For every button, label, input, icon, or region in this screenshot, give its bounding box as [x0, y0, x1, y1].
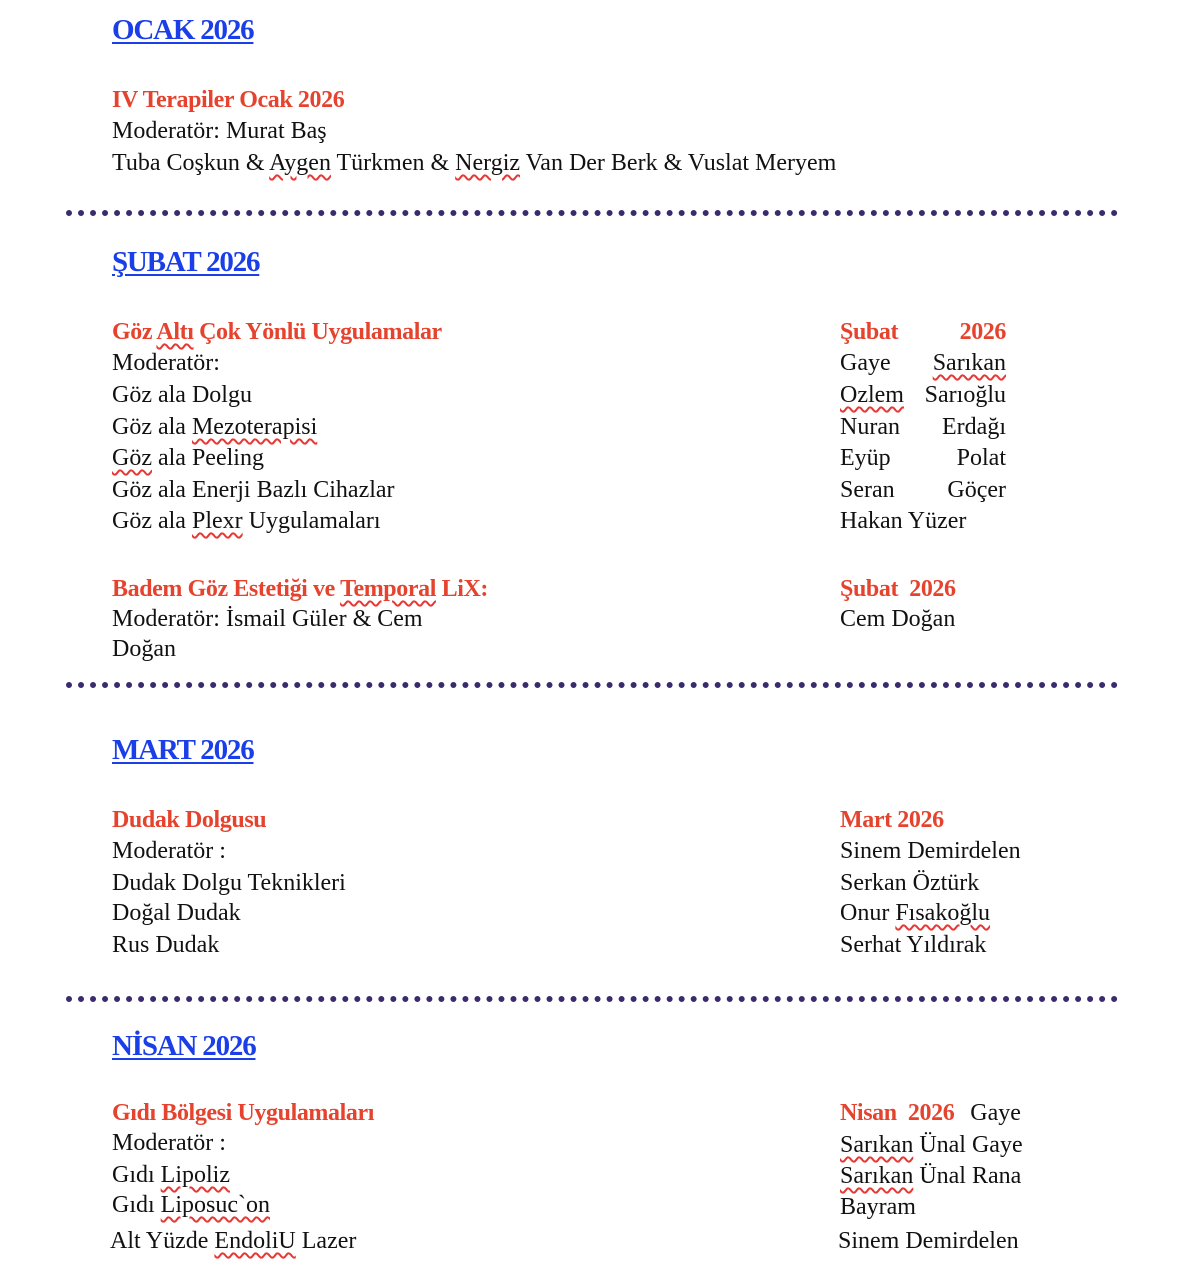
speaker-line: Cem Doğan: [840, 606, 956, 632]
speaker-line: [840, 870, 979, 897]
month-heading-subat: ŞUBAT 2026: [112, 246, 260, 278]
spellcheck-word: Ozlem: [840, 382, 904, 408]
topic-text: Göz ala Dolgu: [112, 382, 252, 408]
event-speakers: [112, 150, 836, 177]
topic-line: [112, 414, 317, 441]
speaker-text: Serkan Öztürk: [840, 870, 980, 896]
speaker-line: [838, 1228, 1019, 1255]
speaker-line: [840, 900, 990, 927]
speaker-last: Göçer: [947, 477, 1006, 503]
speaker-last: Polat: [956, 445, 1006, 471]
topic-text: Gıdı: [112, 1192, 161, 1218]
speaker-text: Gaye: [970, 1100, 1021, 1126]
topic-text: ala Peeling: [151, 445, 264, 471]
speaker-line: [840, 1132, 1023, 1159]
speaker-line: [840, 1194, 916, 1221]
topic-line: [112, 445, 264, 472]
speaker-first: Seran: [840, 477, 895, 503]
spellcheck-word: EndoliU: [214, 1228, 296, 1254]
date-month: Şubat: [840, 319, 899, 345]
speaker-text: Onur: [840, 900, 896, 926]
month-heading-mart: MART 2026: [112, 734, 254, 766]
title-text: Göz: [112, 319, 157, 345]
month-heading-ocak: OCAK 2026: [112, 14, 254, 46]
topic-line: [110, 1228, 356, 1255]
spellcheck-word: Göz: [112, 445, 152, 471]
event-moderator-cont: Doğan: [112, 636, 176, 662]
topic-line: [112, 1192, 270, 1219]
speaker-text: Türkmen &: [330, 150, 456, 176]
section-divider: [66, 210, 1118, 216]
topic-line: [112, 508, 381, 535]
spellcheck-word: Plexr: [191, 508, 243, 534]
event-moderator: Moderatör: Murat Baş: [112, 118, 327, 144]
speaker-text: Tuba Coşkun &: [112, 150, 270, 176]
speaker-first: Eyüp: [840, 445, 891, 471]
topic-text: Gıdı: [112, 1162, 161, 1188]
spellcheck-word: Altı: [156, 319, 194, 345]
topic-text: Lazer: [295, 1228, 357, 1254]
speaker-line: [840, 932, 986, 959]
spellcheck-word: Nergiz: [455, 150, 521, 176]
topic-text: Alt Yüzde: [110, 1228, 215, 1254]
spellcheck-word: Aygen: [269, 150, 331, 176]
event-moderator: Moderatör: İsmail Güler & Cem: [112, 606, 423, 632]
date-and-speaker-line: [840, 1100, 1021, 1127]
title-text: LiX:: [435, 576, 488, 602]
speaker-text: Sinem Demirdelen: [840, 838, 1021, 864]
speaker-line: [840, 445, 1006, 472]
spellcheck-word: Sarıkan: [840, 1163, 914, 1189]
speaker-line: [840, 414, 1006, 441]
topic-line: Rus Dudak: [112, 932, 220, 958]
speaker-last: Erdağı: [942, 414, 1006, 440]
speaker-text: Serhat Yıldırak: [840, 932, 987, 958]
speaker-last: Sarıoğlu: [924, 382, 1006, 408]
speaker-line: [840, 382, 1006, 409]
topic-line: Dudak Dolgu Teknikleri: [112, 870, 346, 896]
spellcheck-word: Temporal: [340, 576, 436, 602]
speaker-line: [840, 838, 1021, 865]
event-title-gidi-bolgesi: Gıdı Bölgesi Uygulamaları: [112, 1100, 375, 1126]
speaker-line: [840, 477, 1006, 504]
section-divider: [66, 682, 1118, 688]
spellcheck-word: Sarıkan: [840, 1132, 914, 1158]
event-moderator: Moderatör :: [112, 1130, 226, 1156]
speaker-first: Nuran: [840, 414, 900, 440]
topic-line: [112, 477, 395, 504]
speaker-text: Ünal Gaye: [913, 1132, 1023, 1158]
speaker-line: Hakan Yüzer: [840, 508, 967, 534]
event-title-dudak-dolgusu: Dudak Dolgusu: [112, 807, 267, 833]
spellcheck-word: Lipoliz: [160, 1162, 230, 1188]
event-title-badem-goz: [112, 576, 488, 603]
event-title-iv-terapiler: IV Terapiler Ocak 2026: [112, 87, 345, 113]
title-text: Çok Yönlü Uygulamalar: [193, 319, 442, 345]
topic-text: Göz ala: [112, 508, 192, 534]
month-heading-nisan: NİSAN 2026: [112, 1030, 256, 1062]
section-divider: [66, 996, 1118, 1002]
speaker-text: Ünal Rana: [913, 1163, 1022, 1189]
event-date: Şubat 2026: [840, 576, 956, 602]
title-text: Badem Göz Estetiği ve: [112, 576, 341, 602]
speaker-line: [840, 1163, 1021, 1190]
spellcheck-word: Mezoterapisi: [191, 414, 318, 440]
event-title-goz-alti: [112, 319, 442, 346]
topic-text: Göz ala: [112, 414, 192, 440]
event-moderator: Moderatör :: [112, 838, 226, 864]
topic-text: Göz ala Enerji Bazlı Cihazlar: [112, 477, 395, 503]
event-date: [840, 319, 1006, 346]
event-moderator: Moderatör:: [112, 350, 220, 376]
topic-line: Doğal Dudak: [112, 900, 241, 926]
spellcheck-word: Fısakoğlu: [895, 900, 991, 926]
speaker-text: Van Der Berk & Vuslat Meryem: [520, 150, 837, 176]
speaker-line: [840, 350, 1006, 377]
speaker-first: Gaye: [840, 350, 891, 376]
speaker-text: Bayram: [840, 1194, 916, 1220]
event-date: Mart 2026: [840, 807, 944, 833]
date-year: 2026: [959, 319, 1006, 345]
spellcheck-word: Sarıkan: [932, 350, 1006, 376]
event-date: Nisan 2026: [840, 1100, 955, 1126]
speaker-text: Sinem Demirdelen: [838, 1228, 1019, 1254]
topic-line: [112, 1162, 230, 1189]
topic-line: [112, 382, 252, 409]
spellcheck-word: Liposuc`on: [160, 1192, 270, 1218]
topic-text: Uygulamaları: [242, 508, 381, 534]
